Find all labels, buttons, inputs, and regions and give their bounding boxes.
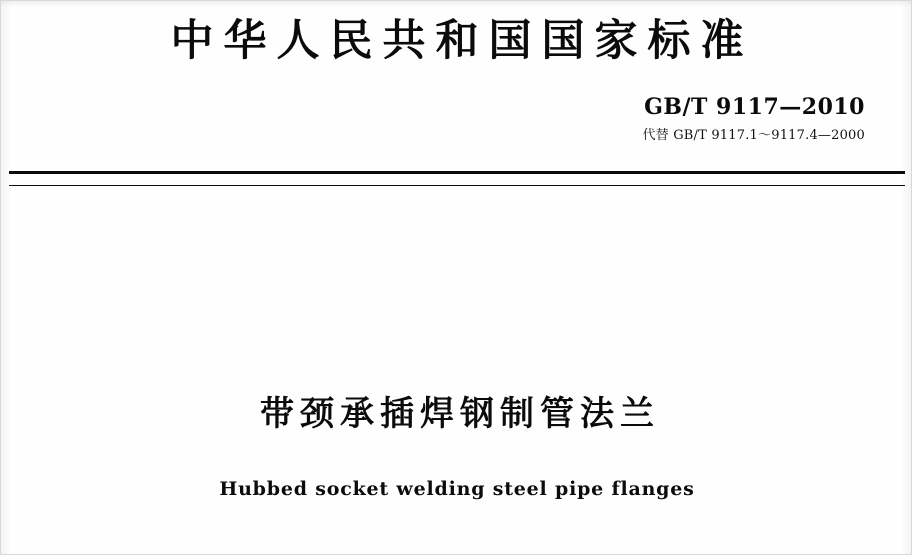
- header-rule-thin: [9, 185, 905, 186]
- standard-replaces-note: 代替 GB/T 9117.1～9117.4—2000: [642, 128, 865, 144]
- national-standard-heading: 中华人民共和国国家标准: [170, 16, 754, 66]
- scan-edge-shading-left: [1, 1, 11, 554]
- scan-edge-shading-right: [901, 1, 911, 554]
- standard-number-block: [642, 95, 865, 143]
- document-title-chinese: 带颈承插焊钢制管法兰: [260, 394, 660, 434]
- standard-number: GB/T 9117—2010: [644, 94, 865, 120]
- document-title-english: Hubbed socket welding steel pipe flanges: [219, 478, 695, 500]
- header-rule-thick: [9, 171, 905, 174]
